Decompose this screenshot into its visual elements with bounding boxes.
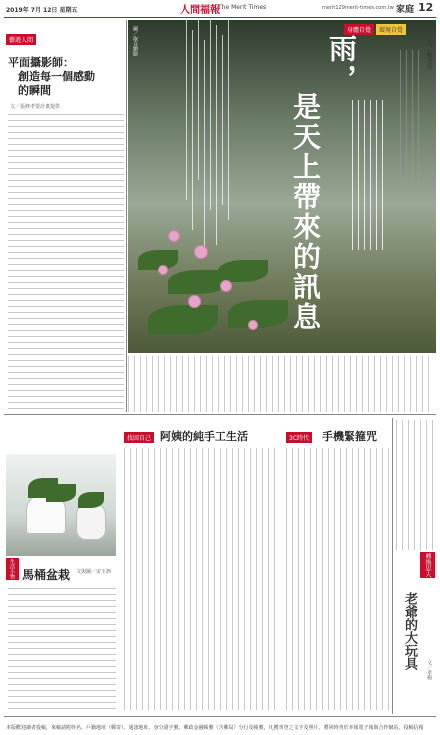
footer-text: 本版歡迎讀者投稿，來稿請附姓名、戶籍地址（郵寄）、通訊地址、身分證字號、郵政金融帳號（含郵局）分行及帳號，凡獲刊登之文字及照片，將同時刊於本報電子報與合作網站。投稿信箱 [6, 725, 424, 731]
article-tag: 藝遊人間 [6, 34, 36, 45]
feature-tag-2: 環境自覺 [376, 24, 406, 35]
feature-tag: 身體自覺 [344, 24, 374, 35]
feature-title: 雨， [325, 34, 358, 94]
right-tag: 轉換思人 [420, 552, 435, 578]
mid-right-title: 手機緊箍咒 [322, 430, 377, 443]
right-title: 老爺的大玩具 [402, 592, 417, 670]
article-byline: 文／張修孝要計畫提供 [10, 104, 61, 110]
article-body-text [8, 114, 124, 409]
rain-photo [128, 20, 436, 353]
right-body-top [396, 420, 436, 550]
mid-left-title: 阿姨的純手工生活 [160, 430, 248, 443]
issue-date: 2019年 7月 12日 星期五 [6, 7, 78, 14]
mid-rule [4, 414, 436, 415]
masthead-logo: 人間福報 [180, 5, 220, 16]
page-header [0, 0, 440, 18]
mid-left-tag: 找回自己 [124, 432, 154, 443]
right-author: 文／孝梅 [426, 660, 432, 680]
feature-author: 文／鄭美玲 [425, 40, 432, 70]
photo-credit: 圖／取自網路 [132, 26, 138, 56]
page-footer [0, 720, 440, 735]
mid-left-body [124, 448, 280, 710]
section-name: 家庭 [396, 5, 415, 15]
feature-title-line2: 是天上帶來的訊息 [289, 92, 322, 332]
lower-left-label: 生活小物 [6, 558, 19, 580]
mid-right-tag: 3C時代 [286, 432, 312, 443]
lower-left-body [8, 588, 116, 710]
feature-body-right [400, 50, 422, 190]
footer-rule [4, 716, 436, 717]
feature-lead-text [352, 100, 384, 250]
site-url: merit129merit-times.com.tw [322, 5, 394, 11]
lower-left-title: 馬桶盆栽 [22, 568, 71, 582]
feature-body-bottom [128, 356, 434, 412]
lower-left-byline: 文與圖／宋玉泗 [76, 569, 112, 575]
mid-right-body [286, 448, 390, 710]
right-divider [392, 418, 393, 714]
column-divider [126, 20, 127, 412]
masthead-logo-en: The Merit Times [218, 4, 267, 11]
toilet-planter-photo [6, 454, 116, 556]
article-title: 平面攝影師： 創造每一個感動 的瞬間 [8, 56, 95, 97]
header-rule [4, 17, 436, 18]
page-number: 12 [418, 1, 434, 14]
